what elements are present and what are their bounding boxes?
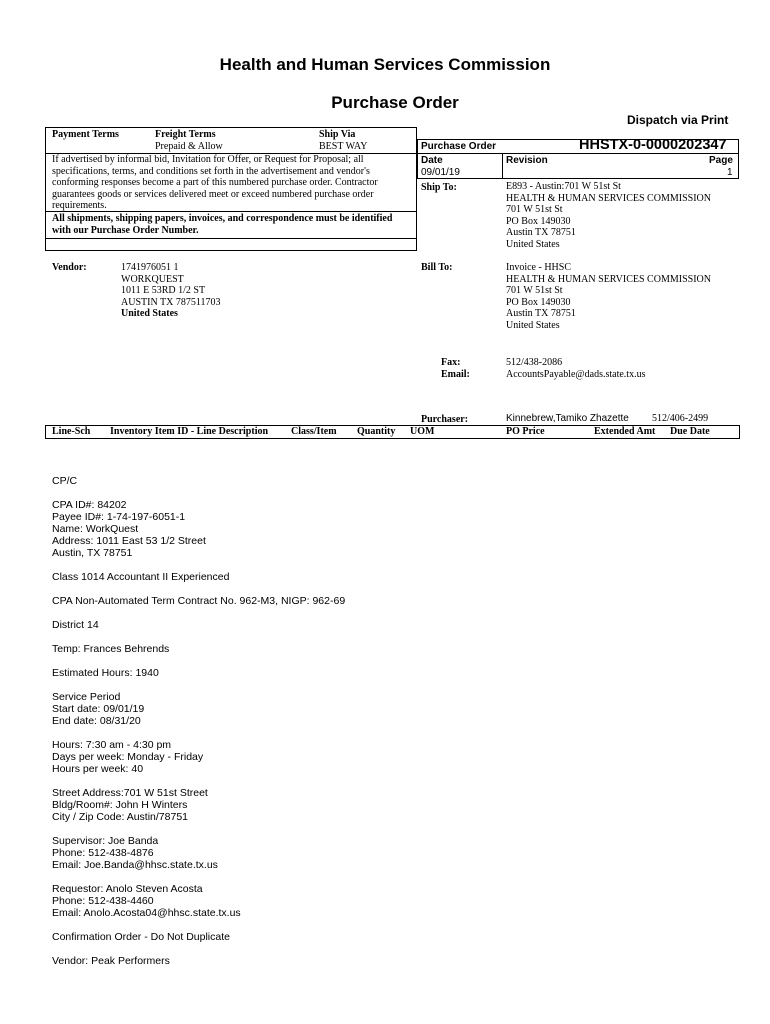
- col-quantity: Quantity: [357, 426, 396, 437]
- vendor-address: 1741976051 1 WORKQUEST 1011 E 53RD 1/2 ST AUSTIN TX 787511703 United States: [121, 262, 221, 320]
- freight-terms-value: Prepaid & Allow: [155, 141, 223, 152]
- agency-title: Health and Human Services Commission: [219, 55, 551, 74]
- payment-terms-label: Payment Terms: [52, 129, 119, 140]
- paragraph: Class 1014 Accountant II Experienced: [52, 571, 230, 583]
- col-uom: UOM: [410, 426, 435, 437]
- ship-via-label: Ship Via: [319, 129, 356, 140]
- paragraph: Vendor: Peak Performers: [52, 955, 170, 967]
- ship-via-value: BEST WAY: [319, 141, 368, 152]
- paragraph: CPA ID#: 84202 Payee ID#: 1-74-197-6051-1 Name: WorkQuest Address: 1011 East 53 1/2 Street Austin, TX 78751: [52, 499, 206, 559]
- paragraph: Service Period Start date: 09/01/19 End date: 08/31/20: [52, 691, 145, 727]
- po-number: HHSTX-0-0000202347: [579, 137, 727, 153]
- purchaser-name: Kinnebrew,Tamiko Zhazette: [506, 413, 629, 424]
- paragraph: Hours: 7:30 am - 4:30 pm Days per week: Monday - Friday Hours per week: 40: [52, 739, 204, 775]
- paragraph: CP/C: [52, 475, 78, 487]
- col-line-sch: Line-Sch: [52, 426, 91, 437]
- fax-label: Fax:: [441, 357, 461, 368]
- col-class-item: Class/Item: [291, 426, 337, 437]
- col-extended-amt: Extended Amt: [594, 426, 656, 437]
- revision-label: Revision: [506, 155, 548, 166]
- paragraph: Temp: Frances Behrends: [52, 643, 170, 655]
- freight-terms-label: Freight Terms: [155, 129, 216, 140]
- shipments-notice: All shipments, shipping papers, invoices, and correspondence must be identified with our Purchase Order Number.: [52, 213, 393, 236]
- paragraph: Confirmation Order - Do Not Duplicate: [52, 931, 230, 943]
- bill-to-address: Invoice - HHSC HEALTH & HUMAN SERVICES COMMISSION 701 W 51st St PO Box 149030 Austin TX 78751 United States: [506, 262, 711, 331]
- fax-value: 512/438-2086: [506, 357, 563, 368]
- page-label: Page: [709, 155, 733, 166]
- paragraph: Requestor: Anolo Steven Acosta Phone: 512-438-4460 Email: Anolo.Acosta04@hhsc.state.tx.us: [52, 883, 241, 919]
- dispatch-label: Dispatch via Print: [627, 113, 729, 127]
- po-label: Purchase Order: [421, 141, 497, 152]
- email-value: AccountsPayable@dads.state.tx.us: [506, 369, 646, 380]
- po-date: 09/01/19: [421, 167, 460, 178]
- ship-to-label: Ship To:: [421, 182, 457, 193]
- paragraph: CPA Non-Automated Term Contract No. 962-M3, NIGP: 962-69: [52, 595, 346, 607]
- date-label: Date: [421, 155, 443, 166]
- bill-to-label: Bill To:: [421, 262, 453, 273]
- col-due-date: Due Date: [670, 426, 710, 437]
- col-item-description: Inventory Item ID - Line Description: [110, 426, 269, 437]
- terms-notice: If advertised by informal bid, Invitation for Offer, or Request for Proposal; all specifications, terms, and conditions set forth in the advertisement and vendor's conforming responses become a part of this numbered purchase order. Contractor guarantees goods or services delivered meet or exceed numbered purchase order requirements.: [52, 154, 378, 211]
- document-title: Purchase Order: [331, 93, 459, 112]
- paragraph: Estimated Hours: 1940: [52, 667, 159, 679]
- paragraph: District 14: [52, 619, 99, 631]
- page-number: 1: [727, 167, 733, 178]
- paragraph: Street Address:701 W 51st Street Bldg/Room#: John H Winters City / Zip Code: Austin/78751: [52, 787, 208, 823]
- purchaser-label: Purchaser:: [421, 414, 469, 425]
- line-description: [52, 475, 345, 979]
- vendor-label: Vendor:: [52, 262, 87, 273]
- paragraph: Supervisor: Joe Banda Phone: 512-438-4876 Email: Joe.Banda@hhsc.state.tx.us: [52, 835, 218, 871]
- ship-to-address: E893 - Austin:701 W 51st St HEALTH & HUMAN SERVICES COMMISSION 701 W 51st St PO Box 149030 Austin TX 78751 United States: [506, 181, 711, 250]
- purchaser-phone: 512/406-2499: [652, 413, 709, 424]
- col-po-price: PO Price: [506, 426, 545, 437]
- email-label: Email:: [441, 369, 470, 380]
